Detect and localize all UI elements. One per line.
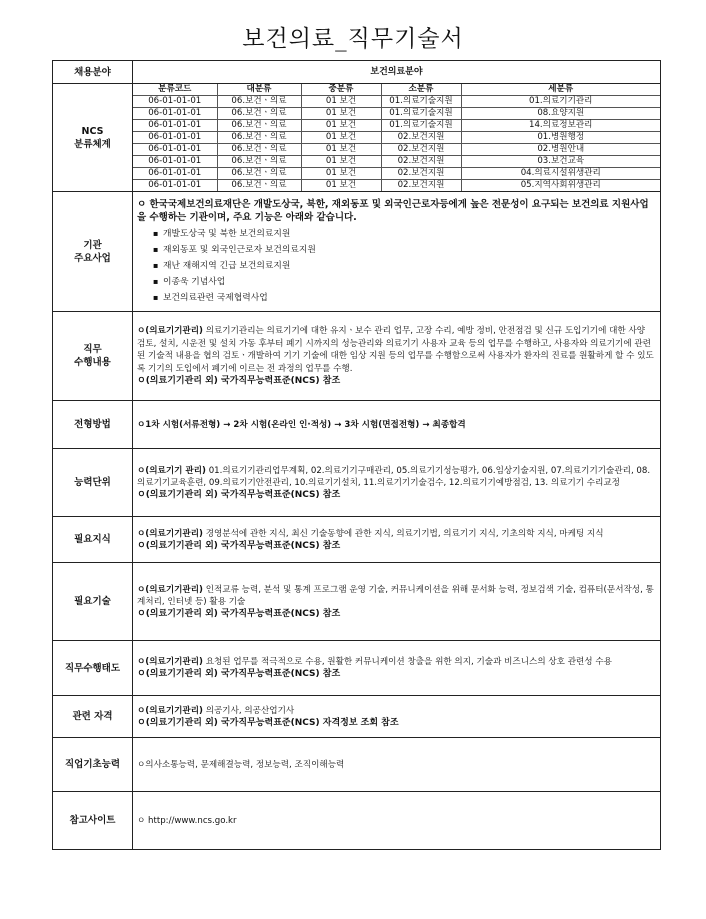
bullet-icon: ▪ bbox=[153, 244, 159, 254]
selection-label: 전형방법 bbox=[53, 401, 133, 449]
ncs-cell: 06.보건ㆍ의료 bbox=[217, 168, 301, 180]
duty-text: 의료기기관리는 의료기기에 대한 유지ㆍ보수 관리 업무, 고장 수리, 예방 정비, 안전점검 및 신규 도입기기에 대한 사양 검토, 설치, 시운전 및 설치 가동 후부터 폐기 시까지의 성능관리와 의료기기 사용자 교육 등의 업무를 수행하고, 사용자와 의료기기에 관련된 기술적 내용을 협의 검토ㆍ개발하여 기기 기술에 대한 임상 지원 등의 업무를 수행함으로써 사용자가 환자의 진료를 원활하게 할 수 있도록 기기의 도입에서 폐기에 이르는 전 과정의 업무를 수행. bbox=[137, 326, 654, 374]
knowledge-label: 필요지식 bbox=[53, 517, 133, 563]
ncs-cell: 02.보건지원 bbox=[381, 180, 461, 192]
org-business-text: 이종욱 기념사업 bbox=[163, 276, 226, 287]
ncs-row bbox=[133, 168, 660, 180]
skill-prefix: ㅇ(의료기기관리) bbox=[137, 584, 203, 595]
org-business-item bbox=[153, 226, 656, 242]
ncs-row bbox=[133, 108, 660, 120]
org-business-text: 재외동포 및 외국인근로자 보건의료지원 bbox=[163, 244, 316, 255]
duty-content bbox=[133, 312, 661, 401]
ncs-header-cell: 소분류 bbox=[381, 84, 461, 96]
ncs-cell: 06-01-01-01 bbox=[133, 144, 217, 156]
ncs-cell: 01.병원행정 bbox=[461, 132, 660, 144]
ncs-classification-table bbox=[133, 84, 660, 191]
ncs-cell: 01 보건 bbox=[301, 156, 381, 168]
ncs-cell: 02.보건지원 bbox=[381, 156, 461, 168]
ncs-header-cell: 분류코드 bbox=[133, 84, 217, 96]
field-label: 채용분야 bbox=[53, 61, 133, 84]
ncs-cell: 06.보건ㆍ의료 bbox=[217, 108, 301, 120]
ncs-cell: 05.지역사회위생관리 bbox=[461, 180, 660, 192]
ncs-cell: 06-01-01-01 bbox=[133, 168, 217, 180]
attitude-label: 직무수행태도 bbox=[53, 641, 133, 696]
org-business-text: 보건의료관련 국제협력사업 bbox=[163, 292, 268, 303]
ncs-cell: 01 보건 bbox=[301, 180, 381, 192]
site-link[interactable]: ㅇ http://www.ncs.go.kr bbox=[133, 792, 661, 850]
ncs-label: NCS 분류체계 bbox=[53, 84, 133, 192]
skill-label: 필요기술 bbox=[53, 563, 133, 641]
knowledge-prefix: ㅇ(의료기기관리) bbox=[137, 528, 203, 539]
ncs-cell: 02.보건지원 bbox=[381, 144, 461, 156]
ability-text: 01.의료기기관리업무계획, 02.의료기기구매관리, 05.의료기기성능평가, 06.임상기술지원, 07.의료기기기술관리, 08.의료기기교육훈련, 09.의료기기안전관리, 10.의료기기설치, 11.의료기기기술검수, 12.의료기기예방점검, 13. 의료기기 수리교정 bbox=[137, 465, 651, 488]
ncs-cell: 04.의료시설위생관리 bbox=[461, 168, 660, 180]
ncs-cell: 03.보건교육 bbox=[461, 156, 660, 168]
ncs-cell: 01 보건 bbox=[301, 120, 381, 132]
ncs-cell: 01 보건 bbox=[301, 108, 381, 120]
attitude-text: 요청된 업무를 적극적으로 수용, 원활한 커뮤니케이션 창출을 위한 의지, 기술과 비즈니스의 상호 관련성 수용 bbox=[202, 657, 612, 667]
bullet-icon: ▪ bbox=[153, 228, 159, 238]
ncs-cell: 06.보건ㆍ의료 bbox=[217, 96, 301, 108]
ncs-row bbox=[133, 120, 660, 132]
ncs-cell: 06.보건ㆍ의료 bbox=[217, 156, 301, 168]
attitude-note: ㅇ(의료기기관리 외) 국가직무능력표준(NCS) 참조 bbox=[137, 669, 341, 679]
org-business-text: 재난 재해지역 긴급 보건의료지원 bbox=[163, 260, 291, 271]
ncs-row bbox=[133, 180, 660, 192]
attitude-prefix: ㅇ(의료기기관리) bbox=[137, 657, 203, 667]
ncs-cell: 06-01-01-01 bbox=[133, 108, 217, 120]
ability-prefix: ㅇ(의료기기 관리) bbox=[137, 465, 206, 476]
ncs-cell: 01 보건 bbox=[301, 132, 381, 144]
ncs-cell: 06.보건ㆍ의료 bbox=[217, 180, 301, 192]
job-description-table bbox=[52, 60, 661, 850]
ncs-cell: 02.보건지원 bbox=[381, 168, 461, 180]
ncs-cell: 06-01-01-01 bbox=[133, 180, 217, 192]
field-value: 보건의료분야 bbox=[133, 61, 661, 84]
basic-label: 직업기초능력 bbox=[53, 738, 133, 792]
bullet-icon: ▪ bbox=[153, 260, 159, 270]
org-content bbox=[133, 192, 661, 312]
ncs-cell: 06.보건ㆍ의료 bbox=[217, 132, 301, 144]
skill-text: 인적교류 능력, 분석 및 통계 프로그램 운영 기술, 커뮤니케이션을 위해 문서화 능력, 정보검색 기술, 컴퓨터(문서작성, 통계처리, 인터넷 등) 활용 기술 bbox=[137, 584, 654, 607]
org-business-text: 개발도상국 및 북한 보건의료지원 bbox=[163, 228, 291, 239]
org-business-list bbox=[137, 226, 656, 306]
ncs-cell: 01 보건 bbox=[301, 144, 381, 156]
knowledge-note: ㅇ(의료기기관리 외) 국가직무능력표준(NCS) 참조 bbox=[137, 540, 341, 551]
bullet-icon: ▪ bbox=[153, 276, 159, 286]
cert-prefix: ㅇ(의료기기관리) bbox=[137, 705, 203, 716]
ncs-row bbox=[133, 96, 660, 108]
ncs-header-cell: 중분류 bbox=[301, 84, 381, 96]
ncs-cell: 01.의료기술지원 bbox=[381, 120, 461, 132]
ncs-cell: 06-01-01-01 bbox=[133, 120, 217, 132]
ncs-row bbox=[133, 132, 660, 144]
bullet-icon: ▪ bbox=[153, 292, 159, 302]
ability-content bbox=[133, 449, 661, 517]
ncs-cell: 14.의료정보관리 bbox=[461, 120, 660, 132]
ncs-cell: 06-01-01-01 bbox=[133, 96, 217, 108]
duty-note: ㅇ(의료기기관리 외) 국가직무능력표준(NCS) 참조 bbox=[137, 376, 341, 386]
org-business-item bbox=[153, 258, 656, 274]
ncs-cell: 06-01-01-01 bbox=[133, 156, 217, 168]
org-business-item bbox=[153, 290, 656, 306]
duty-prefix: ㅇ(의료기기관리) bbox=[137, 326, 203, 336]
ncs-cell: 06-01-01-01 bbox=[133, 132, 217, 144]
knowledge-text: 경영분석에 관한 지식, 최신 기술동향에 관한 지식, 의료기기법, 의료기기 지식, 기초의학 지식, 마케팅 지식 bbox=[202, 528, 604, 539]
ncs-header-cell: 대분류 bbox=[217, 84, 301, 96]
ncs-cell: 01.의료기술지원 bbox=[381, 108, 461, 120]
skill-note: ㅇ(의료기기관리 외) 국가직무능력표준(NCS) 참조 bbox=[137, 608, 341, 619]
ncs-row bbox=[133, 144, 660, 156]
cert-content bbox=[133, 696, 661, 738]
knowledge-content bbox=[133, 517, 661, 563]
site-label: 참고사이트 bbox=[53, 792, 133, 850]
duty-label: 직무 수행내용 bbox=[53, 312, 133, 401]
org-business-item bbox=[153, 242, 656, 258]
org-business-item bbox=[153, 274, 656, 290]
ability-label: 능력단위 bbox=[53, 449, 133, 517]
org-label: 기관 주요사업 bbox=[53, 192, 133, 312]
basic-text: ㅇ의사소통능력, 문제해결능력, 정보능력, 조직이해능력 bbox=[133, 738, 661, 792]
cert-text: 의공기사, 의공산업기사 bbox=[202, 705, 295, 716]
ncs-cell: 06.보건ㆍ의료 bbox=[217, 120, 301, 132]
ncs-cell: 01 보건 bbox=[301, 96, 381, 108]
ncs-table-cell bbox=[133, 84, 661, 192]
ncs-row bbox=[133, 156, 660, 168]
ncs-cell: 06.보건ㆍ의료 bbox=[217, 144, 301, 156]
ncs-cell: 08.요양지원 bbox=[461, 108, 660, 120]
ncs-cell: 01.의료기기관리 bbox=[461, 96, 660, 108]
ncs-header-cell: 세분류 bbox=[461, 84, 660, 96]
ncs-cell: 01 보건 bbox=[301, 168, 381, 180]
ability-note: ㅇ(의료기기관리 외) 국가직무능력표준(NCS) 참조 bbox=[137, 489, 341, 500]
selection-text: ㅇ1차 시험(서류전형) → 2차 시험(온라인 인·적성) → 3차 시험(면접전형) → 최종합격 bbox=[133, 401, 661, 449]
cert-label: 관련 자격 bbox=[53, 696, 133, 738]
ncs-cell: 01.의료기술지원 bbox=[381, 96, 461, 108]
ncs-cell: 02.보건지원 bbox=[381, 132, 461, 144]
ncs-cell: 02.병원안내 bbox=[461, 144, 660, 156]
skill-content bbox=[133, 563, 661, 641]
org-intro: ㅇ 한국국제보건의료재단은 개발도상국, 북한, 재외동포 및 외국인근로자등에게 높은 전문성이 요구되는 보건의료 지원사업을 수행하는 기관이며, 주요 기능은 아래와 같습니다. bbox=[137, 198, 649, 223]
page-title: 보건의료_직무기술서 bbox=[242, 26, 464, 52]
attitude-content bbox=[133, 641, 661, 696]
cert-note: ㅇ(의료기기관리 외) 국가직무능력표준(NCS) 자격정보 조회 참조 bbox=[137, 717, 399, 728]
